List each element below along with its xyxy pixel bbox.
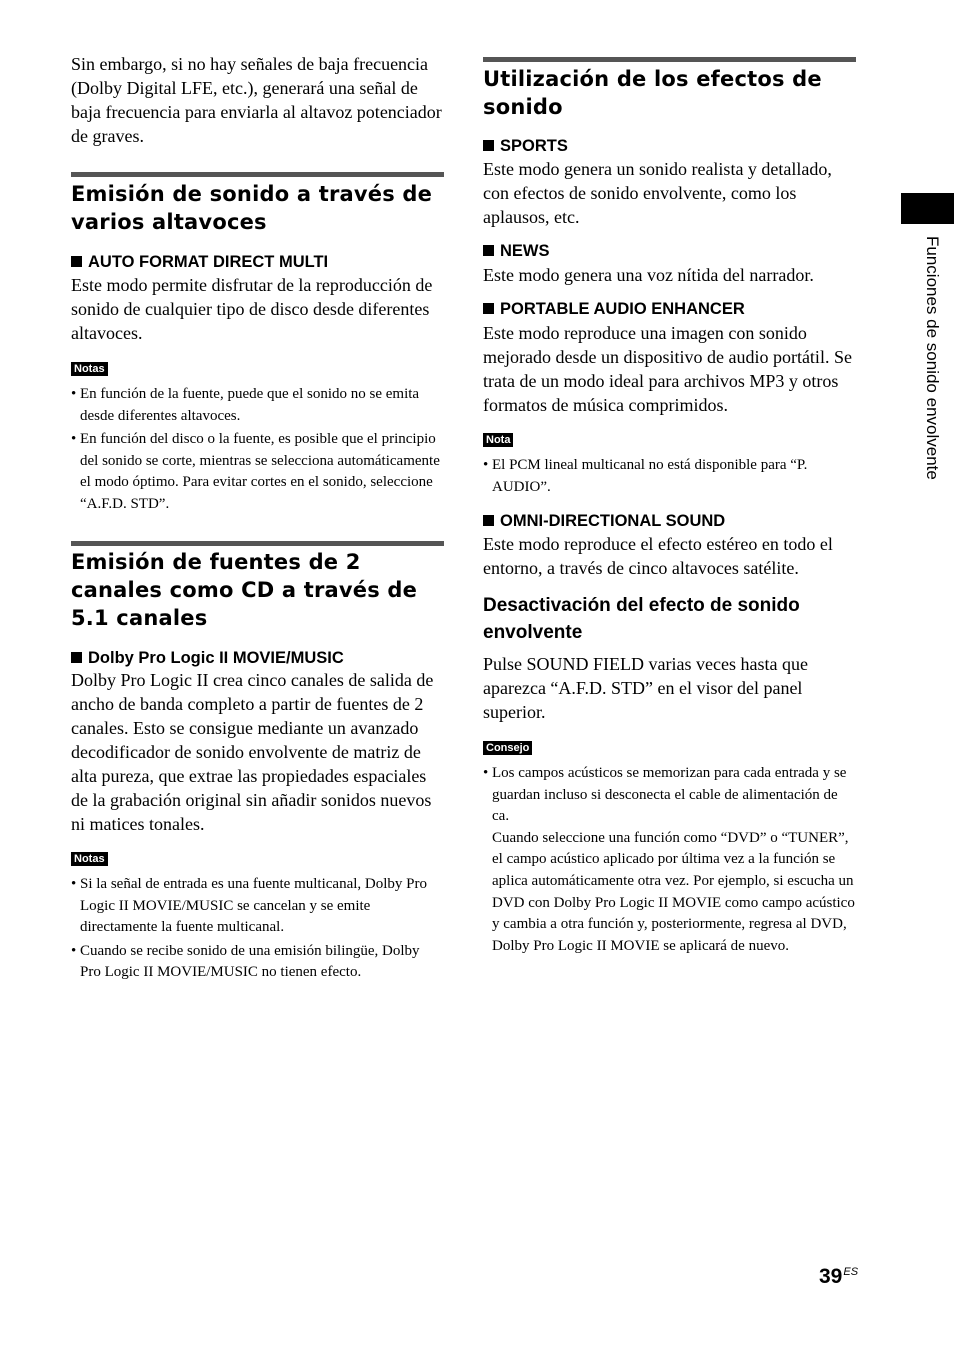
subsection-heading-disable-surround: Desactivación del efecto de sonido envolvente bbox=[483, 595, 800, 643]
subheading-auto-format-direct-multi: AUTO FORMAT DIRECT MULTI bbox=[71, 252, 444, 272]
subheading-dolby-pro-logic: Dolby Pro Logic II MOVIE/MUSIC bbox=[71, 648, 444, 668]
paragraph-sports: Este modo genera un sonido realista y detallado, con efectos de sonido envolvente, como los aplausos, etc. bbox=[483, 159, 832, 227]
tip-paragraph: Cuando seleccione una función como “DVD” o “TUNER”, el campo acústico aplicado por última vez a la función se aplica automáticamente otra vez. Por ejemplo, si escucha un DVD con Dolby Pro Logic II MOVIE como campo acústico y cambia a otra función y, posteriormente, regresa al DVD, Dolby Pro Logic II MOVIE se aplicará de nuevo. bbox=[492, 829, 855, 954]
paragraph-omni-directional: Este modo reproduce el efecto estéreo en todo el entorno, a través de cinco altavoces satélite. bbox=[483, 534, 833, 578]
note-label: Nota bbox=[483, 433, 513, 447]
note-item: • Si la señal de entrada es una fuente multicanal, Dolby Pro Logic II MOVIE/MUSIC se cancelan y se emite directamente la fuente multicanal. bbox=[71, 874, 444, 939]
notes-label: Notas bbox=[71, 852, 108, 866]
section-rule bbox=[71, 541, 444, 546]
note-item: • En función del disco o la fuente, es posible que el principio del sonido se corte, mientras se selecciona automáticamente el modo óptimo. Para evitar cortes en el sonido, seleccione “A.F.D. STD”. bbox=[71, 429, 444, 515]
tip-paragraph: • Los campos acústicos se memorizan para cada entrada y se guardan incluso si desconecta el cable de alimentación de ca. bbox=[492, 765, 847, 825]
page-language-suffix: ES bbox=[843, 1266, 859, 1278]
note-item: • El PCM lineal multicanal no está disponible para “P. AUDIO”. bbox=[483, 455, 856, 498]
section-heading-sound-effects: Utilización de los efectos de sonido bbox=[483, 67, 822, 119]
paragraph-disable-surround: Pulse SOUND FIELD varias veces hasta que aparezca “A.F.D. STD” en el visor del panel superior. bbox=[483, 654, 808, 722]
section-heading-2ch-to-51: Emisión de fuentes de 2 canales como CD a través de 5.1 canales bbox=[71, 550, 418, 630]
notes-list bbox=[71, 874, 444, 986]
section-rule bbox=[483, 57, 856, 62]
square-bullet-icon bbox=[71, 256, 82, 267]
subheading-portable-audio-enhancer: PORTABLE AUDIO ENHANCER bbox=[483, 299, 856, 319]
paragraph-dolby-pro-logic: Dolby Pro Logic II crea cinco canales de salida de ancho de banda completo a partir de fuentes de 2 canales. Esto se consigue mediante un avanzado decodificador de sonido envolvente de matriz de alta pureza, que extrae las propiedades espaciales de la grabación original sin añadir sonidos nuevos ni matices tonales. bbox=[71, 670, 434, 834]
paragraph-afd-multi: Este modo permite disfrutar de la reproducción de sonido de cualquier tipo de disco desde diferentes altavoces. bbox=[71, 275, 433, 343]
paragraph-portable-audio: Este modo reproduce una imagen con sonido mejorado desde un dispositivo de audio portátil. Se trata de un modo ideal para archivos MP3 y otros formatos de música comprimidos. bbox=[483, 323, 852, 415]
section-heading-multi-speaker: Emisión de sonido a través de varios altavoces bbox=[71, 182, 433, 234]
intro-paragraph: Sin embargo, si no hay señales de baja frecuencia (Dolby Digital LFE, etc.), generará una señal de baja frecuencia para enviarla al altavoz potenciador de graves. bbox=[71, 54, 442, 146]
note-item: • Cuando se recibe sonido de una emisión bilingüe, Dolby Pro Logic II MOVIE/MUSIC no tienen efecto. bbox=[71, 941, 444, 984]
note-item: • En función de la fuente, puede que el sonido no se emita desde diferentes altavoces. bbox=[71, 384, 444, 427]
square-bullet-icon bbox=[483, 303, 494, 314]
subheading-sports: SPORTS bbox=[483, 136, 856, 156]
square-bullet-icon bbox=[483, 140, 494, 151]
notes-label: Notas bbox=[71, 362, 108, 376]
paragraph-news: Este modo genera una voz nítida del narrador. bbox=[483, 265, 814, 285]
notes-list bbox=[71, 384, 444, 518]
square-bullet-icon bbox=[483, 245, 494, 256]
chapter-tab-marker bbox=[901, 193, 954, 224]
subheading-omni-directional: OMNI-DIRECTIONAL SOUND bbox=[483, 511, 856, 531]
chapter-side-label: Funciones de sonido envolvente bbox=[923, 236, 942, 480]
subheading-news: NEWS bbox=[483, 241, 856, 261]
tip-item bbox=[483, 763, 856, 957]
tip-label: Consejo bbox=[483, 741, 532, 755]
tip-list bbox=[483, 763, 856, 959]
notes-list bbox=[483, 455, 856, 500]
section-rule bbox=[71, 172, 444, 177]
square-bullet-icon bbox=[71, 652, 82, 663]
square-bullet-icon bbox=[483, 515, 494, 526]
page-number: $39^{ES}$ bbox=[819, 1265, 859, 1288]
